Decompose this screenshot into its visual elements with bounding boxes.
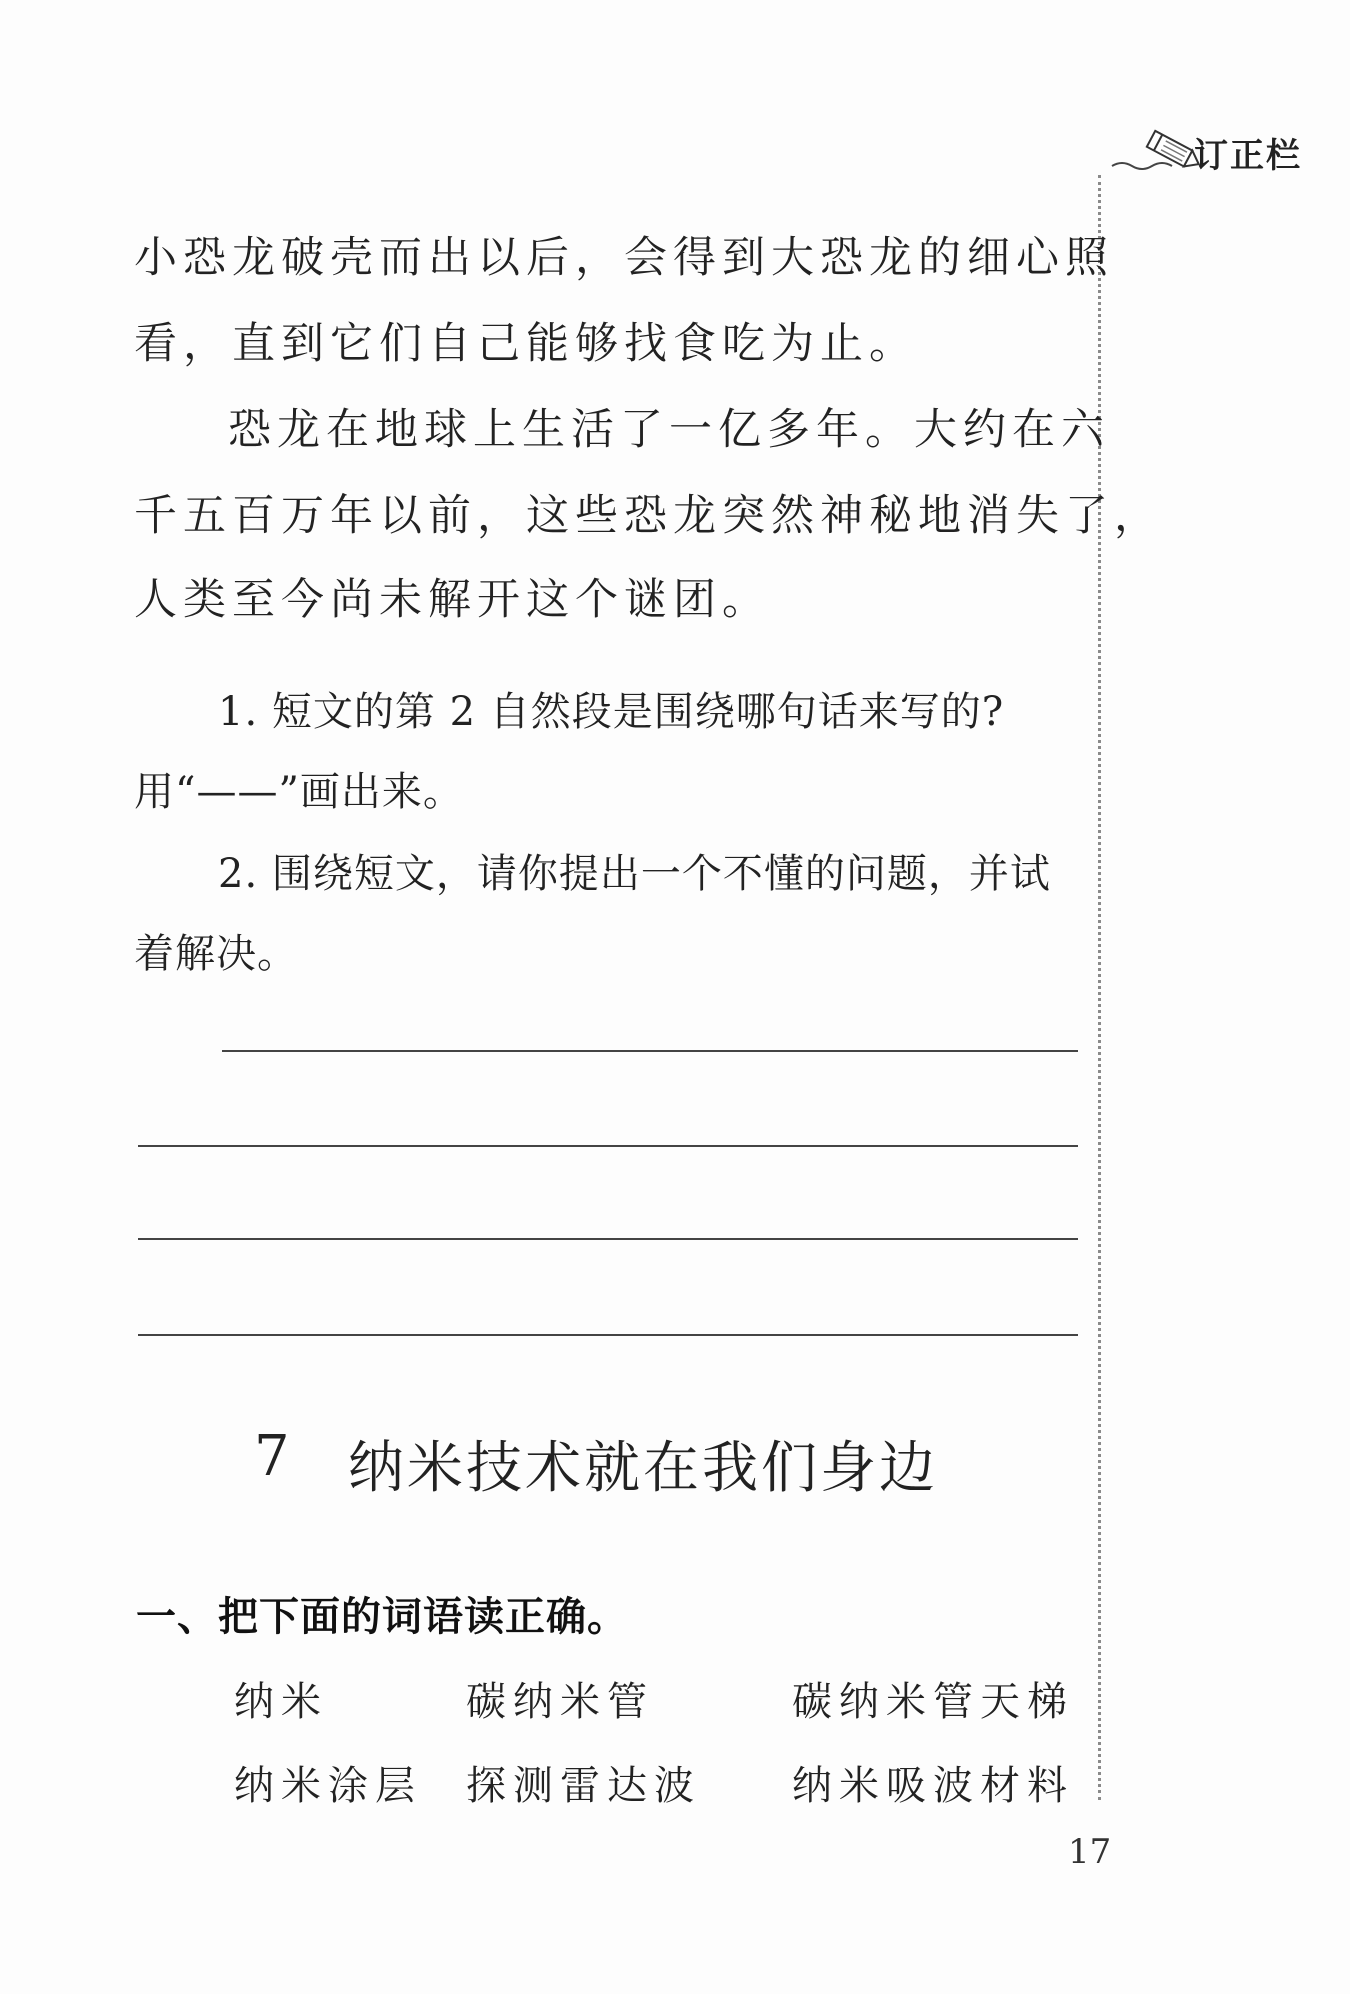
answer-line-3[interactable]: [138, 1238, 1078, 1240]
lesson-number: 7: [254, 1424, 293, 1489]
passage-line-2: 看，直到它们自己能够找食吃为止。: [134, 319, 918, 369]
word-item-2: 碳纳米管: [466, 1679, 654, 1725]
question-2-line-2: 着解决。: [134, 931, 298, 977]
answer-line-4[interactable]: [138, 1334, 1078, 1336]
passage-line-1: 小恐龙破壳而出以后，会得到大恐龙的细心照: [134, 233, 1114, 283]
question-2-line-1: 2. 围绕短文，请你提出一个不懂的问题，并试: [218, 851, 1051, 897]
question-1-line-2: 用“——”画出来。: [134, 769, 464, 815]
word-item-5: 探测雷达波: [466, 1763, 701, 1809]
word-item-6: 纳米吸波材料: [792, 1763, 1074, 1809]
word-item-3: 碳纳米管天梯: [792, 1679, 1074, 1725]
lesson-title: 纳米技术就在我们身边: [348, 1436, 938, 1501]
answer-line-2[interactable]: [138, 1145, 1078, 1147]
correction-header: [1110, 122, 1320, 182]
question-1-line-1: 1. 短文的第 2 自然段是围绕哪句话来写的?: [218, 689, 1005, 735]
page-number: 17: [1068, 1832, 1112, 1872]
passage-line-5: 人类至今尚未解开这个谜团。: [134, 575, 771, 625]
section-heading: 一、把下面的词语读正确。: [136, 1594, 628, 1640]
word-item-4: 纳米涂层: [234, 1763, 422, 1809]
word-item-1: 纳米: [234, 1679, 328, 1725]
answer-line-1[interactable]: [222, 1050, 1078, 1052]
passage-line-4: 千五百万年以前，这些恐龙突然神秘地消失了，: [134, 491, 1163, 541]
passage-line-3: 恐龙在地球上生活了一亿多年。大约在六: [228, 405, 1110, 455]
correction-label: 订正栏: [1194, 136, 1302, 176]
